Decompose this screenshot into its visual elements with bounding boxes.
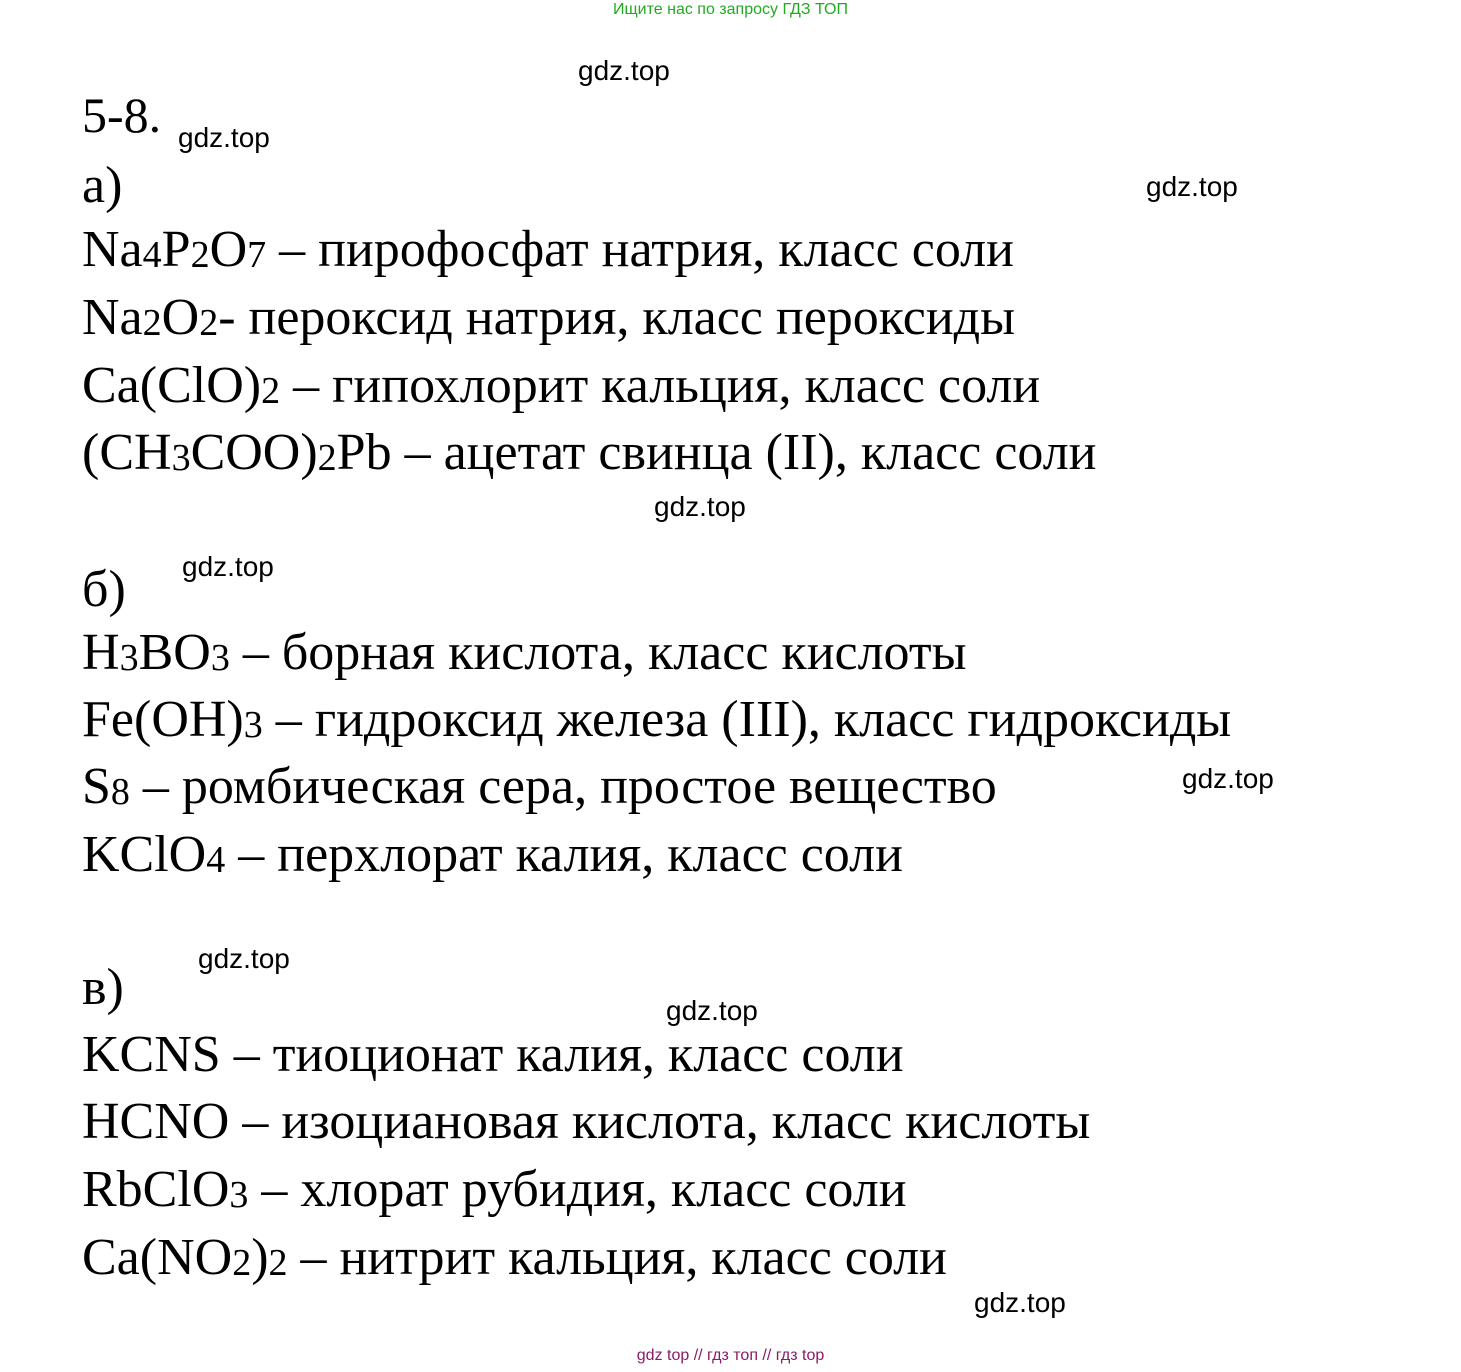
formula-subscript: 2: [190, 233, 210, 276]
formula-subscript: 2: [232, 1241, 252, 1284]
formula-subscript: 3: [243, 703, 263, 746]
formula-line: [82, 424, 1097, 481]
formula-part: Fe(OH): [82, 691, 244, 748]
formula-part: Na: [82, 221, 143, 278]
formula-description: – гидроксид железа (III), класс гидроксиды: [262, 691, 1232, 748]
formula-part: P: [161, 221, 191, 278]
footer-links[interactable]: gdz top // гдз топ // гдз top: [636, 1347, 825, 1364]
formula-line: [82, 1026, 904, 1083]
formula-description: – изоциановая кислота, класс кислоты: [229, 1093, 1091, 1150]
watermark: gdz.top: [1182, 763, 1274, 794]
formula-line: [82, 221, 1014, 278]
section-label-a: а): [82, 157, 123, 214]
formula-line: [82, 1093, 1091, 1150]
problem-number: 5-8.: [82, 87, 162, 143]
formula-description: – нитрит кальция, класс соли: [287, 1229, 947, 1286]
formula-line: [82, 826, 903, 883]
watermark: gdz.top: [1146, 171, 1238, 202]
formula-subscript: 2: [199, 301, 219, 344]
formula-subscript: 7: [247, 233, 267, 276]
watermark: gdz.top: [182, 551, 274, 582]
formula-line: [82, 289, 1016, 346]
formula-subscript: 4: [206, 838, 226, 881]
formula-subscript: 2: [261, 369, 281, 412]
formula-part: Na: [82, 289, 143, 346]
formula-part: O: [209, 221, 248, 278]
formula-part: Pb: [336, 424, 392, 481]
formula-line: [82, 758, 997, 815]
watermark: gdz.top: [178, 122, 270, 153]
formula-description: – пирофосфат натрия, класс соли: [266, 221, 1014, 278]
top-banner[interactable]: Ищите нас по запросу ГДЗ ТОП: [613, 1, 848, 18]
formula-description: - пероксид натрия, класс пероксиды: [218, 289, 1016, 346]
watermark: gdz.top: [666, 995, 758, 1026]
formula-line: [82, 1229, 947, 1286]
formula-subscript: 4: [142, 233, 162, 276]
formula-part: BO: [138, 624, 211, 681]
formula-part: HCNO: [82, 1093, 230, 1150]
formula-description: – тиоционат калия, класс соли: [220, 1026, 904, 1083]
formula-subscript: 3: [229, 1173, 249, 1216]
formula-subscript: 3: [210, 636, 230, 679]
formula-description: – борная кислота, класс кислоты: [229, 624, 967, 681]
formula-part: O: [161, 289, 200, 346]
formula-part: S: [82, 758, 111, 815]
formula-description: – хлорат рубидия, класс соли: [248, 1161, 907, 1218]
formula-part: COO): [190, 424, 318, 481]
formula-part: H: [82, 624, 120, 681]
formula-subscript: 2: [317, 436, 337, 479]
formula-line: [82, 357, 1041, 414]
formula-description: – ацетат свинца (II), класс соли: [391, 424, 1097, 481]
formula-description: – гипохлорит кальция, класс соли: [280, 357, 1041, 414]
formula-description: – перхлорат калия, класс соли: [225, 826, 903, 883]
watermark: gdz.top: [654, 491, 746, 522]
formula-subscript: 3: [171, 436, 191, 479]
formula-line: [82, 691, 1232, 748]
formula-part: Ca(NO: [82, 1229, 233, 1286]
formula-subscript: 2: [268, 1241, 288, 1284]
watermark: gdz.top: [578, 55, 670, 86]
formula-part: KClO: [82, 826, 207, 883]
formula-line: [82, 1161, 907, 1218]
formula-line: [82, 624, 967, 681]
formula-part: ): [251, 1229, 269, 1286]
formula-part: KCNS: [82, 1026, 221, 1083]
watermark: gdz.top: [974, 1287, 1066, 1318]
watermark: gdz.top: [198, 943, 290, 974]
formula-subscript: 2: [142, 301, 162, 344]
formula-part: Ca(ClO): [82, 357, 262, 414]
section-label-b: б): [82, 561, 126, 618]
formula-part: RbClO: [82, 1161, 230, 1218]
formula-description: – ромбическая сера, простое вещество: [129, 758, 997, 815]
formula-subscript: 8: [110, 770, 130, 813]
formula-subscript: 3: [119, 636, 139, 679]
section-label-v: в): [82, 959, 124, 1016]
formula-part: (CH: [82, 424, 172, 481]
